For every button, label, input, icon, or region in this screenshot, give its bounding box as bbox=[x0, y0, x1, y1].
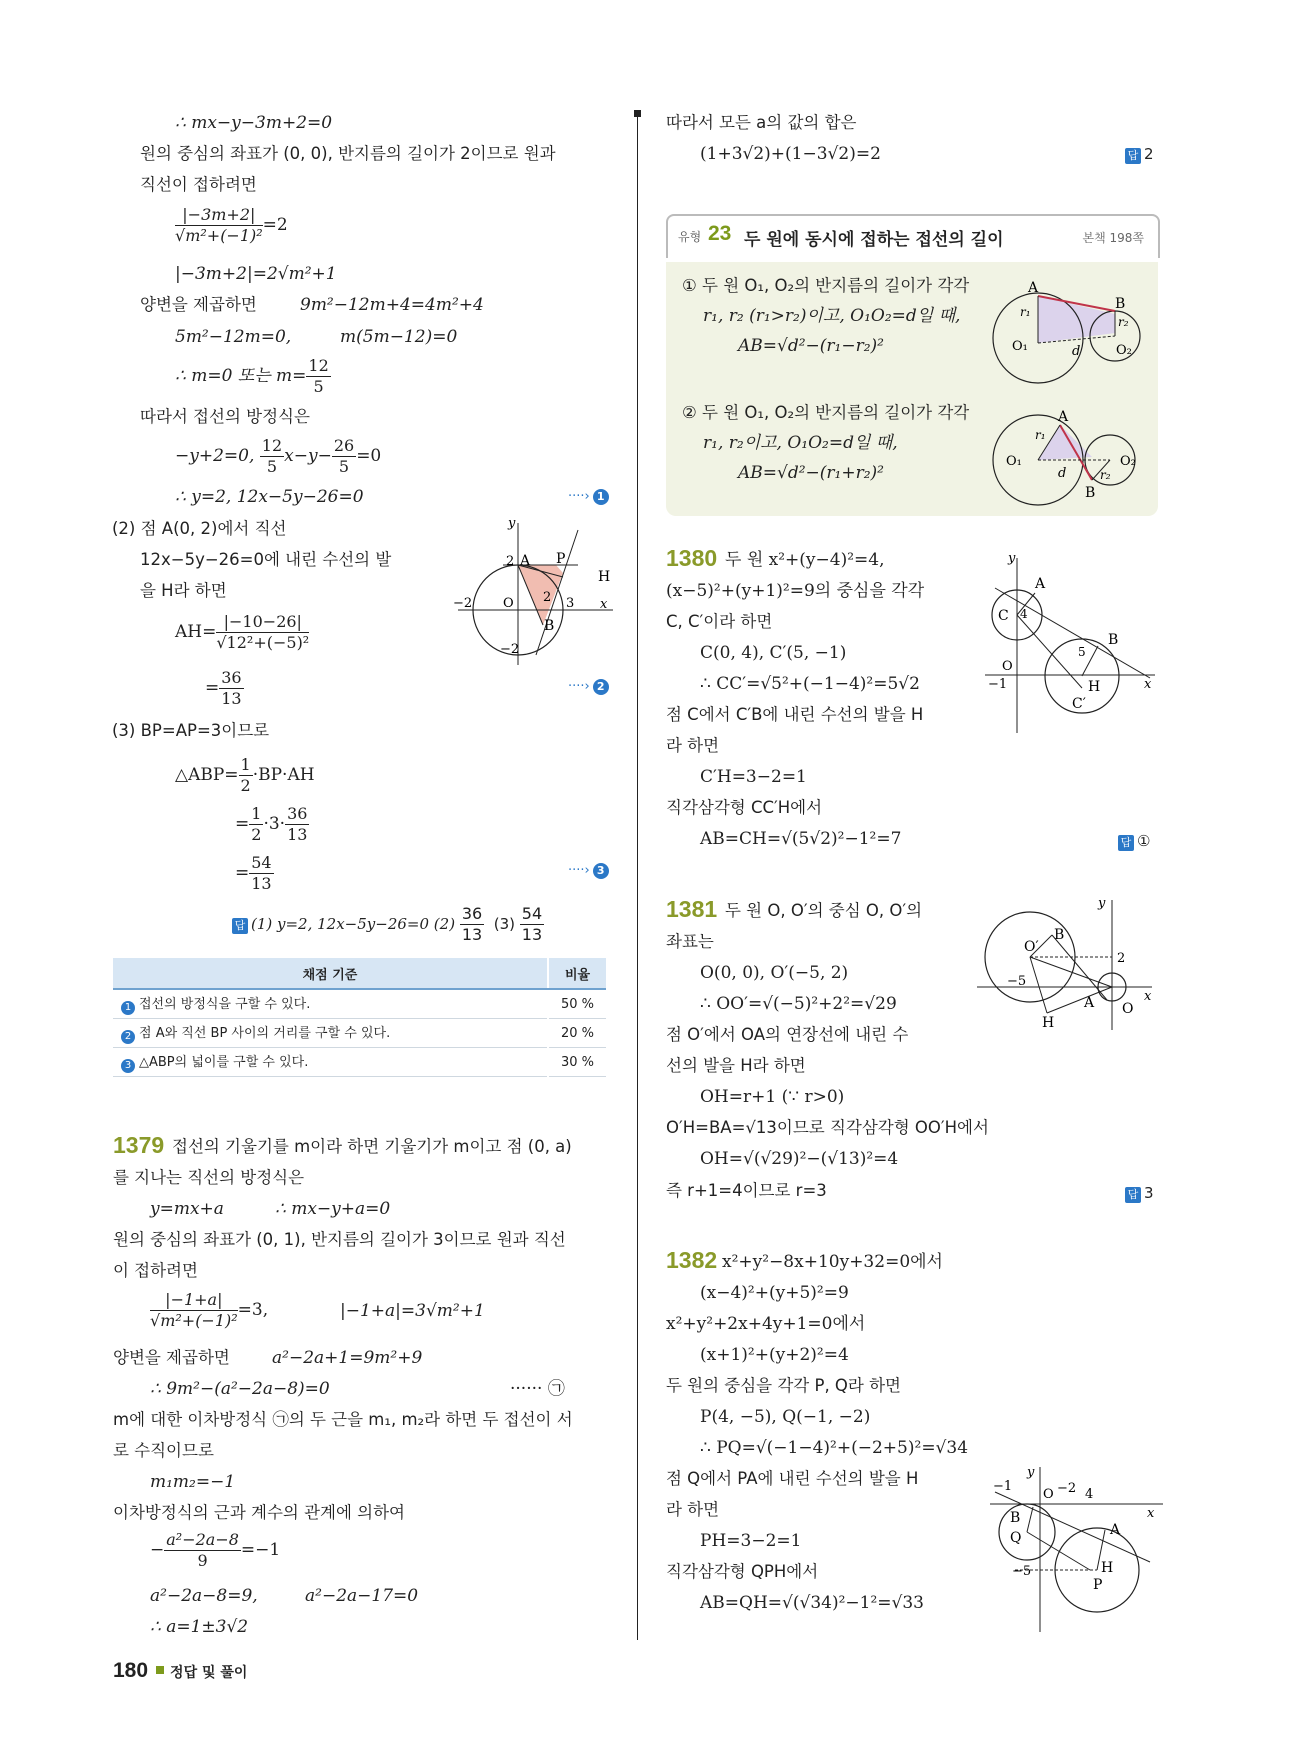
step-number: 2 bbox=[593, 679, 609, 695]
grading-table bbox=[113, 958, 606, 1077]
text-line: 직각삼각형 CC′H에서 bbox=[666, 798, 823, 817]
step-marker: ····› 1 bbox=[568, 489, 609, 505]
label-o: O bbox=[1043, 1487, 1054, 1502]
label-minus-2: −2 bbox=[1057, 1481, 1077, 1496]
label-r1: r₁ bbox=[1035, 428, 1046, 442]
column-divider bbox=[637, 110, 638, 1640]
radius-qb bbox=[1027, 1507, 1033, 1532]
equation: ∴ CC′=√5²+(−1−4)²=5√2 bbox=[700, 674, 920, 694]
equation-fraction bbox=[175, 436, 381, 477]
equation: C′H=3−2=1 bbox=[700, 767, 807, 787]
equation-fraction bbox=[150, 1290, 268, 1331]
label-b: B bbox=[1085, 485, 1096, 501]
label-r1: r₁ bbox=[1020, 305, 1031, 319]
equation: ∴ mx−y+a=0 bbox=[275, 1199, 391, 1219]
text-line: m에 대한 이차방정식 ㉠의 두 근을 m₁, m₂라 하면 두 접선이 서 bbox=[113, 1410, 573, 1429]
equation: (x−4)²+(y+5)²=9 bbox=[700, 1283, 849, 1303]
equation-part: ·3· bbox=[263, 814, 286, 834]
problem-number: 1382 bbox=[666, 1247, 718, 1273]
equation: O(0, 0), O′(−5, 2) bbox=[700, 963, 849, 983]
length-2-label: 2 bbox=[543, 590, 552, 605]
label-o1: O₁ bbox=[1006, 454, 1022, 469]
equation: OH=r+1 (∵ r>0) bbox=[700, 1087, 845, 1107]
segment-oh bbox=[1030, 957, 1047, 1013]
denominator: 5 bbox=[266, 457, 278, 476]
text-line: (2) 점 A(0, 2)에서 직선 bbox=[112, 519, 287, 538]
equation: (x+1)²+(y+2)²=4 bbox=[700, 1345, 849, 1365]
equation-part: =0 bbox=[356, 446, 382, 466]
denominator: 5 bbox=[338, 457, 350, 476]
numerator: 12 bbox=[308, 356, 329, 375]
equation-fraction: = $\frac{36}{13}$ bbox=[205, 668, 242, 708]
numerator: |−10−26| bbox=[216, 612, 309, 633]
equation: (1+3√2)+(1−3√2)=2 bbox=[700, 144, 881, 164]
text-line: x²+y²+2x+4y+1=0에서 bbox=[666, 1314, 866, 1334]
text-line: 라 하면 bbox=[666, 1500, 720, 1519]
step-marker: ····› 3 bbox=[568, 863, 609, 879]
text-line: 점 C에서 C′B에 내린 수선의 발을 H bbox=[666, 705, 924, 724]
tick-minus-2-y: −2 bbox=[500, 642, 520, 657]
text-line: 점 O′에서 OA의 연장선에 내린 수 bbox=[666, 1025, 909, 1044]
label-h: H bbox=[1042, 1015, 1055, 1031]
answer-tag: 답 bbox=[1125, 148, 1141, 164]
segment-ho bbox=[1047, 987, 1112, 1013]
label-o: O bbox=[1002, 659, 1013, 674]
label-o2: O₂ bbox=[1116, 343, 1132, 358]
denominator: 13 bbox=[251, 874, 272, 893]
y-label: y bbox=[1098, 896, 1106, 911]
text-line: 를 지나는 직선의 방정식은 bbox=[113, 1168, 305, 1187]
answer-value: 2 bbox=[1144, 145, 1154, 163]
text-line: 을 H라 하면 bbox=[140, 581, 227, 600]
type-header-box bbox=[666, 214, 1160, 258]
step-marker: ····› 2 bbox=[568, 679, 609, 695]
label-c: C bbox=[998, 608, 1009, 624]
equation-part: −y+2=0, bbox=[175, 446, 255, 466]
problem-number: 1379 bbox=[113, 1132, 165, 1158]
answer-line bbox=[232, 904, 544, 945]
criteria-ratio: 20 % bbox=[548, 1019, 606, 1048]
equation: ∴ a=1±3√2 bbox=[150, 1617, 249, 1637]
x-label: x bbox=[1144, 677, 1152, 692]
criteria-text: 접선의 방정식을 구할 수 있다. bbox=[139, 997, 311, 1012]
equation: y=mx+a bbox=[150, 1199, 224, 1219]
denominator: 13 bbox=[461, 925, 483, 944]
equation: PH=3−2=1 bbox=[700, 1531, 802, 1551]
problem-number: 1381 bbox=[666, 896, 718, 922]
denominator: √m²+(−1)² bbox=[150, 1311, 238, 1330]
footer-label: 정답 및 풀이 bbox=[170, 1665, 248, 1681]
numerator: a²−2a−8 bbox=[166, 1530, 239, 1549]
answer-value: 3 bbox=[1144, 1184, 1154, 1202]
label-2: 2 bbox=[1117, 951, 1126, 966]
y-label: y bbox=[1008, 551, 1016, 566]
equation-fraction: = $\frac{54}{13}$ bbox=[235, 853, 272, 893]
label-minus-1: −1 bbox=[988, 677, 1008, 692]
equation: AB=QH=√(√34)²−1²=√33 bbox=[700, 1593, 924, 1613]
origin-label: O bbox=[503, 596, 514, 611]
label-minus-5: −5 bbox=[1012, 1564, 1032, 1579]
point-b-label: B bbox=[544, 618, 555, 634]
page-number: 180 bbox=[113, 1659, 149, 1682]
numerator: 26 bbox=[333, 436, 355, 455]
text-line: 접선의 기울기를 m이라 하면 기울기가 m이고 점 (0, a) bbox=[172, 1137, 572, 1156]
answer-text: (3) bbox=[493, 915, 515, 933]
equation: a²−2a−17=0 bbox=[305, 1586, 419, 1606]
label-h: H bbox=[1101, 1560, 1114, 1576]
text-line: 로 수직이므로 bbox=[113, 1441, 214, 1460]
problem-number: 1380 bbox=[666, 545, 718, 571]
text-line: 직각삼각형 QPH에서 bbox=[666, 1562, 819, 1581]
tick-minus-2: −2 bbox=[453, 596, 473, 611]
type-item-2-line: ② 두 원 O₁, O₂의 반지름의 길이가 각각 bbox=[682, 403, 970, 422]
label-o: O bbox=[1122, 1001, 1134, 1017]
label-p: P bbox=[1093, 1577, 1103, 1593]
criteria-ratio: 30 % bbox=[548, 1048, 606, 1077]
label-4: 4 bbox=[1020, 607, 1028, 621]
text-line: ∴ mx−y−3m+2=0 bbox=[175, 113, 333, 133]
equation-part: x−y− bbox=[284, 446, 332, 466]
numerator: |−1+a| bbox=[150, 1290, 238, 1311]
text-line: 직선이 접하려면 bbox=[140, 175, 257, 194]
type-item-2-line: r₁, r₂이고, O₁O₂=d일 때, bbox=[703, 433, 898, 453]
numerator: 36 bbox=[287, 804, 308, 823]
denominator: 5 bbox=[313, 377, 324, 396]
text-line: 양변을 제곱하면 bbox=[140, 295, 257, 314]
x-label: x bbox=[600, 597, 608, 612]
text-line: 이 접하려면 bbox=[113, 1261, 198, 1280]
equation-lhs: △ABP= bbox=[175, 765, 239, 785]
grading-header bbox=[113, 958, 606, 989]
label-a: A bbox=[1084, 995, 1095, 1011]
answer-line bbox=[1118, 832, 1150, 851]
equation-fraction bbox=[175, 205, 288, 246]
segment-oo-prime bbox=[1030, 957, 1112, 987]
grading-header-criteria: 채점 기준 bbox=[113, 958, 548, 989]
text-line: 원의 중심의 좌표가 (0, 0), 반지름의 길이가 2이므로 원과 bbox=[140, 144, 556, 163]
criteria-text: △ABP의 넓이를 구할 수 있다. bbox=[139, 1055, 309, 1070]
equation-lhs: ∴ m=0 또는 m= bbox=[175, 366, 307, 386]
type-title: 두 원에 동시에 접하는 접선의 길이 bbox=[744, 230, 1004, 250]
label-d: d bbox=[1072, 344, 1081, 359]
text-line: O′H=BA=√13이므로 직각삼각형 OO′H에서 bbox=[666, 1118, 989, 1137]
label-b: B bbox=[1115, 296, 1126, 312]
type-item-1-line: r₁, r₂ (r₁>r₂)이고, O₁O₂=d일 때, bbox=[703, 306, 961, 326]
type-item-1-line: ① 두 원 O₁, O₂의 반지름의 길이가 각각 bbox=[682, 276, 970, 295]
equation: OH=√(√29)²−(√13)²=4 bbox=[700, 1149, 899, 1169]
text-line: 즉 r+1=4이므로 r=3 bbox=[666, 1181, 827, 1200]
equation: |−1+a|=3√m²+1 bbox=[340, 1301, 485, 1321]
label-h: H bbox=[1088, 679, 1101, 695]
label-b: B bbox=[1054, 927, 1065, 943]
equation-part: − bbox=[150, 1540, 165, 1560]
equation: m(5m−12)=0 bbox=[340, 327, 458, 347]
point-h-label: H bbox=[598, 569, 611, 585]
y-label: y bbox=[508, 516, 516, 531]
type-item-2-formula: AB=√d²−(r₁+r₂)² bbox=[738, 463, 884, 483]
equation-fraction bbox=[175, 612, 309, 653]
text-line: 따라서 모든 a의 값의 합은 bbox=[666, 113, 857, 132]
grading-header-ratio: 비율 bbox=[548, 958, 606, 989]
answer-tag: 답 bbox=[1125, 1187, 1141, 1203]
type-reference: 본책 198쪽 bbox=[1082, 231, 1144, 245]
equation-rhs: =3, bbox=[237, 1300, 269, 1320]
label-o-prime: O′ bbox=[1024, 939, 1039, 955]
criteria-number: 1 bbox=[121, 1001, 135, 1015]
equation: ∴ OO′=√(−5)²+2²=√29 bbox=[700, 994, 897, 1014]
label-o2: O₂ bbox=[1120, 454, 1136, 469]
denominator: 13 bbox=[287, 825, 308, 844]
point-p-label: P bbox=[556, 551, 566, 567]
label-a: A bbox=[1110, 1522, 1121, 1538]
tick-2: 2 bbox=[506, 554, 515, 569]
numerator: |−3m+2| bbox=[175, 205, 263, 226]
equation: 5m²−12m=0, bbox=[175, 327, 292, 347]
text-line: (x−5)²+(y+1)²=9의 중심을 각각 bbox=[666, 581, 925, 601]
equation: m₁m₂=−1 bbox=[150, 1472, 236, 1492]
label-minus-1: −1 bbox=[993, 1479, 1013, 1494]
equation-lhs: AH= bbox=[175, 622, 217, 642]
numerator: 1 bbox=[251, 804, 262, 823]
label-q: Q bbox=[1010, 1530, 1022, 1546]
text-line: C, C′이라 하면 bbox=[666, 612, 773, 631]
text-line: 점 Q에서 PA에 내린 수선의 발을 H bbox=[666, 1469, 919, 1488]
tick-3: 3 bbox=[566, 596, 575, 611]
denominator: 2 bbox=[240, 776, 251, 795]
criteria-number: 2 bbox=[121, 1030, 135, 1044]
label-r2: r₂ bbox=[1100, 468, 1111, 482]
coordinate-graph-1382 bbox=[985, 1462, 1165, 1637]
step-number: 1 bbox=[593, 489, 609, 505]
label-b: B bbox=[1010, 1510, 1021, 1526]
x-label: x bbox=[1147, 1506, 1155, 1521]
text-line: 12x−5y−26=0에 내린 수선의 발 bbox=[140, 550, 392, 569]
label-d: d bbox=[1058, 466, 1067, 481]
equation: ∴ 9m²−(a²−2a−8)=0 bbox=[150, 1379, 330, 1399]
label-a: A bbox=[1058, 409, 1069, 425]
text-line: 선의 발을 H라 하면 bbox=[666, 1056, 806, 1075]
text-line: 두 원 O, O′의 중심 O, O′의 bbox=[725, 901, 923, 920]
text-line: 양변을 제곱하면 bbox=[113, 1348, 230, 1367]
label-4: 4 bbox=[1085, 1487, 1094, 1502]
text-line: 따라서 접선의 방정식은 bbox=[140, 407, 310, 426]
answer-line bbox=[1125, 1184, 1154, 1203]
equation-fraction: = $\frac{1}{2}$ ·3· $\frac{36}{13}$ bbox=[235, 804, 308, 844]
numerator: 36 bbox=[461, 904, 483, 923]
equation: C(0, 4), C′(5, −1) bbox=[700, 643, 847, 663]
denominator: 13 bbox=[221, 689, 242, 708]
answer-tag: 답 bbox=[1118, 835, 1134, 851]
label-c-prime: C′ bbox=[1072, 696, 1086, 712]
text-line: (3) BP=AP=3이므로 bbox=[112, 721, 270, 740]
label-minus-5: −5 bbox=[1007, 974, 1027, 989]
text-line: x²+y²−8x+10y+32=0에서 bbox=[722, 1252, 943, 1272]
tangent-line bbox=[995, 588, 1150, 678]
equation: a²−2a−8=9, bbox=[150, 1586, 258, 1606]
equation: AB=CH=√(5√2)²−1²=7 bbox=[700, 829, 902, 849]
equation-rhs: =−1 bbox=[240, 1540, 281, 1560]
label-a: A bbox=[1035, 576, 1046, 592]
coordinate-graph-problem-2 bbox=[448, 515, 618, 670]
equation: P(4, −5), Q(−1, −2) bbox=[700, 1407, 871, 1427]
equation-rhs: =2 bbox=[262, 215, 288, 235]
text-line: 라 하면 bbox=[666, 736, 720, 755]
text-line: 좌표는 bbox=[666, 932, 714, 951]
type-label: 유형 bbox=[678, 230, 702, 244]
x-label: x bbox=[1144, 989, 1152, 1004]
point-a-label: A bbox=[520, 553, 531, 569]
equation: ∴ y=2, 12x−5y−26=0 bbox=[175, 487, 364, 507]
text-line: 원의 중심의 좌표가 (0, 1), 반지름의 길이가 3이므로 원과 직선 bbox=[113, 1230, 566, 1249]
label-o1: O₁ bbox=[1012, 339, 1028, 354]
step-number: 3 bbox=[593, 863, 609, 879]
page-footer bbox=[113, 1659, 247, 1683]
criteria-text: 점 A와 직선 BP 사이의 거리를 구할 수 있다. bbox=[139, 1026, 391, 1041]
text-line: |−3m+2|=2√m²+1 bbox=[175, 264, 337, 284]
table-row bbox=[113, 1048, 606, 1077]
label-b: B bbox=[1108, 632, 1119, 648]
answer-line bbox=[1125, 145, 1154, 164]
criteria-ratio: 50 % bbox=[548, 989, 606, 1019]
equation: a²−2a+1=9m²+9 bbox=[272, 1348, 423, 1368]
table-row bbox=[113, 989, 606, 1019]
tangent-line bbox=[995, 1492, 1150, 1562]
equation-fraction bbox=[175, 755, 315, 796]
footer-bullet bbox=[156, 1666, 164, 1674]
external-tangent-figure bbox=[980, 278, 1145, 388]
divider-marker bbox=[634, 110, 641, 117]
text-line: 이차방정식의 근과 계수의 관계에 의하여 bbox=[113, 1503, 405, 1522]
text-line: 두 원 x²+(y−4)²=4, bbox=[725, 550, 885, 570]
numerator: 1 bbox=[240, 755, 251, 774]
label-5: 5 bbox=[1078, 645, 1086, 659]
label-r2: r₂ bbox=[1118, 315, 1129, 329]
denominator: √m²+(−1)² bbox=[175, 226, 263, 245]
equation-rhs: ·BP·AH bbox=[252, 765, 315, 785]
denominator: 13 bbox=[521, 925, 543, 944]
label-a: A bbox=[1028, 280, 1039, 296]
coordinate-graph-1381 bbox=[972, 895, 1162, 1035]
segment-ch bbox=[1017, 615, 1082, 688]
segment-qh bbox=[1027, 1532, 1090, 1570]
internal-tangent-figure bbox=[980, 405, 1145, 515]
equation-tag: ······ ㉠ bbox=[510, 1379, 565, 1399]
equation-fraction bbox=[150, 1530, 280, 1571]
equation-fraction bbox=[175, 356, 331, 397]
type-number: 23 bbox=[708, 222, 732, 245]
denominator: √12²+(−5)² bbox=[216, 633, 310, 652]
equation: ∴ PQ=√(−1−4)²+(−2+5)²=√34 bbox=[700, 1438, 969, 1458]
type-item-1-formula: AB=√d²−(r₁−r₂)² bbox=[738, 336, 884, 356]
text-line: 두 원의 중심을 각각 P, Q라 하면 bbox=[666, 1376, 901, 1395]
denominator: 2 bbox=[251, 825, 262, 844]
coordinate-graph-1380 bbox=[980, 548, 1160, 738]
denominator: 9 bbox=[197, 1551, 208, 1570]
answer-tag: 답 bbox=[232, 918, 248, 934]
numerator: 36 bbox=[221, 668, 242, 687]
table-row bbox=[113, 1019, 606, 1048]
numerator: 54 bbox=[251, 853, 272, 872]
answer-text: (1) y=2, 12x−5y−26=0 (2) bbox=[251, 915, 456, 933]
numerator: 54 bbox=[521, 904, 543, 923]
criteria-number: 3 bbox=[121, 1059, 135, 1073]
equation: 9m²−12m+4=4m²+4 bbox=[300, 295, 484, 315]
y-label: y bbox=[1027, 1465, 1035, 1480]
triangle-fill bbox=[1038, 425, 1092, 460]
answer-value: ① bbox=[1137, 832, 1151, 850]
numerator: 12 bbox=[261, 436, 283, 455]
